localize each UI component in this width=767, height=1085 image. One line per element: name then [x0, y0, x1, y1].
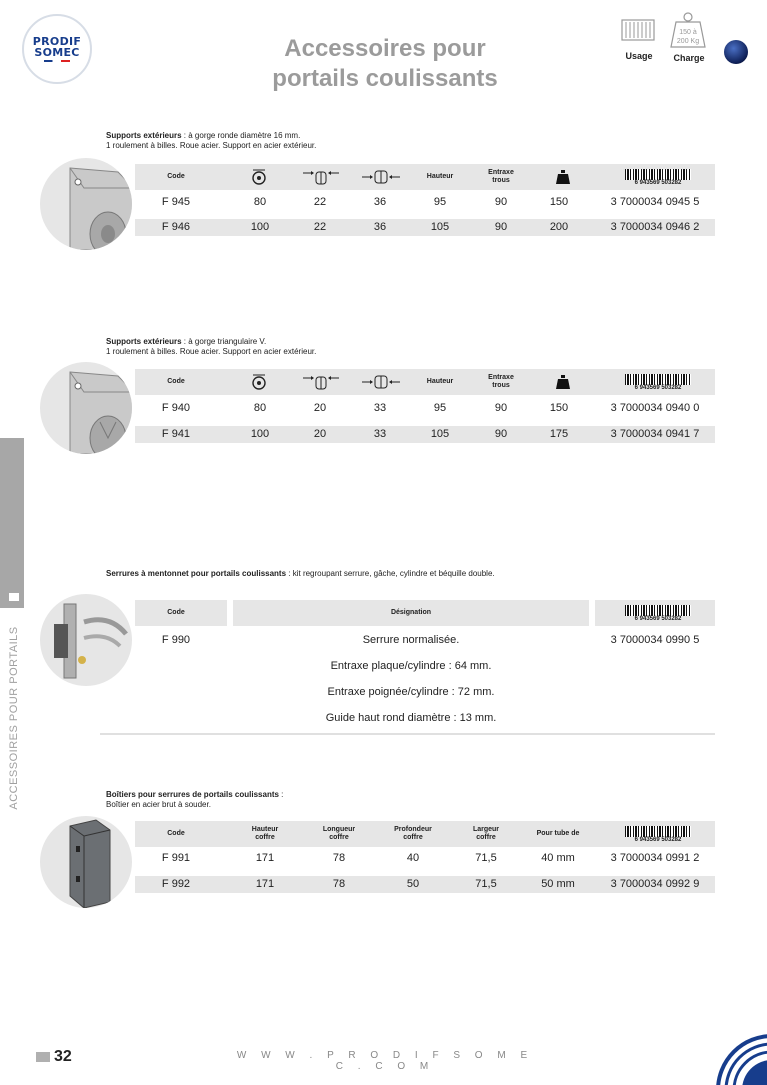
cell-hauteur: 105: [430, 428, 450, 440]
cell-diameter: 80: [253, 402, 267, 414]
cell-hauteur: 95: [433, 402, 447, 414]
cell-width: 36: [373, 221, 387, 233]
flag-stripe: [44, 60, 70, 62]
col-tube-header: Pour tube de: [536, 830, 580, 837]
brand-logo: [22, 14, 92, 84]
cell-code: F 945: [161, 196, 191, 208]
usage-label: Usage: [625, 51, 653, 61]
largeur-label-2: coffre: [476, 834, 496, 841]
cell-profondeur: 40: [406, 852, 420, 864]
section2-title-bold: Supports extérieurs: [106, 337, 182, 346]
designation-line: Guide haut rond diamètre : 13 mm.: [325, 712, 497, 724]
cell-code: F 991: [161, 852, 191, 864]
groove-width-icon: [298, 164, 344, 190]
cell-diameter: 100: [250, 428, 270, 440]
section1-subtitle: 1 roulement à billes. Roue acier. Support en acier extérieur.: [106, 140, 317, 150]
barcode-icon: [625, 826, 691, 837]
col-profondeur-coffre-header: [382, 821, 444, 847]
profondeur-label-1: Profondeur: [394, 826, 432, 833]
cell-groove: 20: [313, 402, 327, 414]
page-number: 32: [54, 1048, 72, 1065]
logo-line2: SOMEC: [34, 46, 80, 59]
weight-load-icon: [548, 369, 578, 395]
cell-code: F 990: [161, 634, 191, 646]
section4-title-bold: Boîtiers pour serrures de portails coulissants: [106, 790, 279, 799]
cell-diameter: 100: [250, 221, 270, 233]
barcode-header: [618, 823, 698, 845]
product-image-lock-box: [40, 816, 132, 908]
cell-groove: 22: [313, 196, 327, 208]
cell-charge: 150: [549, 196, 569, 208]
cell-largeur: 71,5: [475, 852, 497, 864]
cell-ean: 3 7000034 0992 9: [610, 878, 700, 890]
product-image-lock: [40, 594, 132, 686]
cell-ean: 3 7000034 0940 0: [610, 402, 700, 414]
charge-badge-line1: 150 à: [679, 29, 697, 36]
entraxe-label-1: Entraxe: [488, 169, 514, 176]
charge-block: [668, 12, 710, 63]
wheel-diameter-icon: [244, 164, 274, 190]
section-divider: [100, 733, 715, 735]
cell-code: F 946: [161, 221, 191, 233]
col-code-header: Code: [167, 830, 185, 837]
wheel-diameter-icon: [244, 369, 274, 395]
barcode-number: 6 943569 503282: [634, 836, 682, 843]
cell-hauteur: 171: [255, 852, 275, 864]
section3-title-bold: Serrures à mentonnet pour portails coulissants: [106, 569, 287, 578]
section2-title-rest: : à gorge triangulaire V.: [181, 337, 267, 346]
barcode-icon: [625, 605, 691, 616]
cell-width: 36: [373, 196, 387, 208]
product-image-roller-round: [40, 158, 132, 250]
cell-code: F 992: [161, 878, 191, 890]
section2-heading: [106, 337, 316, 356]
globe-icon: [724, 40, 748, 64]
side-tab: [0, 438, 24, 608]
barcode-header: [618, 602, 698, 624]
cell-code: F 940: [161, 402, 191, 414]
col-code-header: Code: [167, 378, 185, 385]
hauteur-label-2: coffre: [255, 834, 275, 841]
cell-width: 33: [373, 428, 387, 440]
cell-ean: 3 7000034 0991 2: [610, 852, 700, 864]
barcode-header: [618, 371, 698, 393]
largeur-label-1: Largeur: [472, 826, 500, 833]
product-image-roller-v: [40, 362, 132, 454]
wheel-width-icon: [358, 369, 404, 395]
hauteur-label-1: Hauteur: [251, 826, 279, 833]
logo-line1: PRODIF: [32, 35, 82, 48]
cell-entraxe: 90: [494, 402, 508, 414]
title-line2: portails coulissants: [272, 65, 498, 92]
cell-charge: 150: [549, 402, 569, 414]
charge-label: Charge: [673, 53, 705, 63]
gate-tab-icon: [8, 592, 20, 602]
col-longueur-coffre-header: [310, 821, 368, 847]
cell-entraxe: 90: [494, 221, 508, 233]
longueur-label-2: coffre: [329, 834, 349, 841]
cell-hauteur: 95: [433, 196, 447, 208]
cell-entraxe: 90: [494, 428, 508, 440]
col-code-header: Code: [167, 609, 185, 616]
entraxe-label-1: Entraxe: [488, 374, 514, 381]
section1-title-rest: : à gorge ronde diamètre 16 mm.: [181, 131, 301, 140]
cell-ean: 3 7000034 0945 5: [610, 196, 700, 208]
wheel-width-icon: [358, 164, 404, 190]
cell-diameter: 80: [253, 196, 267, 208]
barcode-header: [618, 166, 698, 188]
cell-longueur: 78: [332, 852, 346, 864]
website-url: W W W . P R O D I F S O M E C . C O M: [236, 1050, 534, 1072]
cell-profondeur: 50: [406, 878, 420, 890]
cell-charge: 175: [549, 428, 569, 440]
cell-entraxe: 90: [494, 196, 508, 208]
cell-longueur: 78: [332, 878, 346, 890]
barcode-icon: [625, 374, 691, 385]
section1-heading: [106, 131, 316, 150]
section2-subtitle: 1 roulement à billes. Roue acier. Support en acier extérieur.: [106, 346, 317, 356]
cell-groove: 22: [313, 221, 327, 233]
barcode-number: 6 943569 503282: [634, 179, 682, 186]
profondeur-label-2: coffre: [403, 834, 423, 841]
groove-width-icon: [298, 369, 344, 395]
section3-heading: [106, 569, 495, 579]
gate-footer-icon: [36, 1052, 50, 1062]
weight-icon: [668, 12, 708, 48]
page-title: [180, 34, 590, 94]
corner-swirl-graphic: [712, 1030, 767, 1085]
designation-line: Serrure normalisée.: [362, 634, 460, 646]
gate-usage-icon: [620, 16, 656, 46]
section4-heading: [106, 790, 283, 809]
entraxe-label-2: trous: [492, 177, 510, 184]
barcode-number: 6 943569 503282: [634, 615, 682, 622]
cell-largeur: 71,5: [475, 878, 497, 890]
longueur-label-1: Longueur: [322, 826, 356, 833]
col-designation-header: Désignation: [390, 609, 432, 616]
cell-ean: 3 7000034 0941 7: [610, 428, 700, 440]
designation-line: Entraxe poignée/cylindre : 72 mm.: [327, 686, 495, 698]
col-hauteur-header: Hauteur: [426, 378, 454, 385]
cell-tube: 40 mm: [541, 852, 575, 864]
barcode-number: 6 943569 503282: [634, 384, 682, 391]
cell-width: 33: [373, 402, 387, 414]
cell-code: F 941: [161, 428, 191, 440]
cell-ean: 3 7000034 0990 5: [610, 634, 700, 646]
barcode-icon: [625, 169, 691, 180]
section4-title-rest: :: [278, 790, 284, 799]
entraxe-label-2: trous: [492, 382, 510, 389]
section4-subtitle: Boîtier en acier brut à souder.: [106, 799, 211, 809]
title-line1: Accessoires pour: [284, 35, 486, 62]
cell-hauteur: 105: [430, 221, 450, 233]
col-hauteur-header: Hauteur: [426, 173, 454, 180]
cell-ean: 3 7000034 0946 2: [610, 221, 700, 233]
col-entraxe-header: [478, 369, 524, 395]
cell-hauteur: 171: [255, 878, 275, 890]
cell-charge: 200: [549, 221, 569, 233]
cell-tube: 50 mm: [541, 878, 575, 890]
col-code-header: Code: [167, 173, 185, 180]
col-largeur-coffre-header: [458, 821, 514, 847]
usage-block: [620, 16, 658, 61]
section3-title-rest: : kit regroupant serrure, gâche, cylindre et béquille double.: [286, 569, 495, 578]
designation-line: Entraxe plaque/cylindre : 64 mm.: [330, 660, 492, 672]
charge-badge-line2: 200 Kg: [676, 38, 700, 45]
col-hauteur-coffre-header: [236, 821, 294, 847]
cell-groove: 20: [313, 428, 327, 440]
col-entraxe-header: [478, 164, 524, 190]
section1-title-bold: Supports extérieurs: [106, 131, 182, 140]
weight-load-icon: [548, 164, 578, 190]
side-tab-label: ACCESSOIRES POUR PORTAILS: [8, 626, 20, 810]
